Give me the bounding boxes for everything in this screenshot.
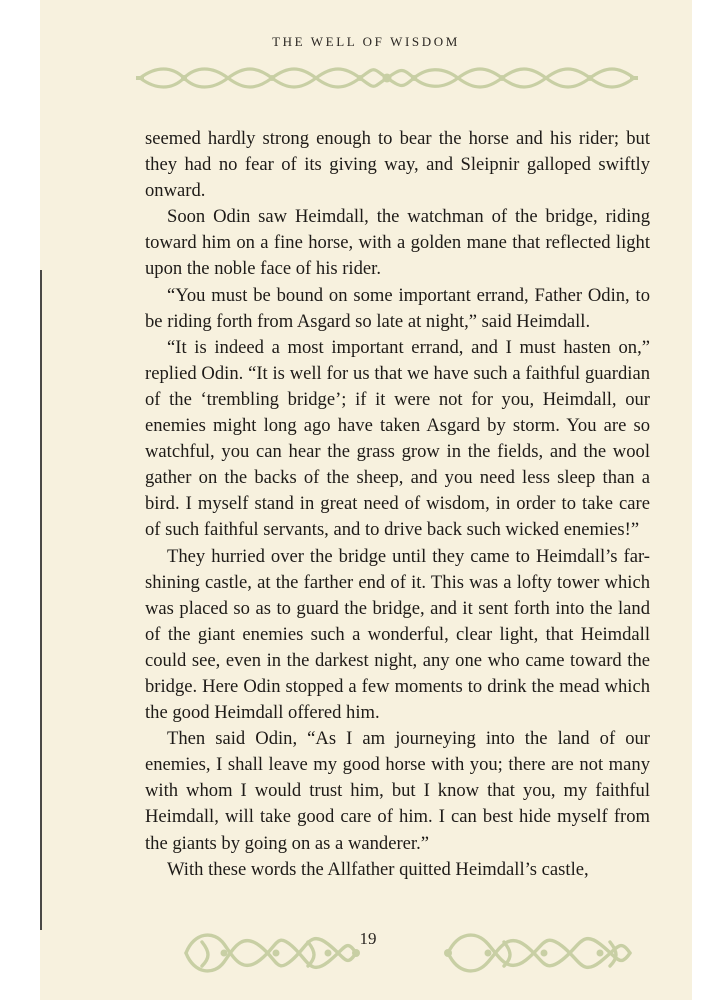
book-page: [40, 0, 692, 1000]
paragraph: “You must be bound on some important errand, Father Odin, to be riding forth from Asgard so late at night,” said Heimdall.: [145, 284, 650, 332]
page-edge-line: [40, 270, 42, 930]
paragraph: With these words the Allfather quitted Heimdall’s castle,: [167, 858, 589, 880]
knotwork-right-icon: [444, 924, 634, 982]
paragraph: Soon Odin saw Heimdall, the watchman of the bridge, riding toward him on a fine horse, with a golden mane that reflected light upon the noble face of his rider.: [145, 206, 650, 280]
page-number: 19: [359, 929, 377, 948]
body-text: [145, 126, 650, 883]
paragraph: Then said Odin, “As I am journeying into the land of our enemies, I shall leave my good horse with you; there are not many with whom I would trust him, but I know that you, my faithful Heimdall, will take good care of him. I can best hide myself from the giants by going on as a wanderer.”: [145, 728, 650, 854]
knotwork-band-icon: [136, 64, 638, 92]
paragraph: seemed hardly strong enough to bear the horse and his rider; but they had no fear of its giving way, and Sleipnir galloped swiftly onward.: [145, 128, 650, 202]
knotwork-left-icon: [180, 924, 360, 982]
running-head: THE WELL OF WISDOM: [272, 34, 460, 49]
paragraph: They hurried over the bridge until they came to Heimdall’s far-shining castle, at the farther end of it. This was a lofty tower which was placed so as to guard the bridge, and it sent forth into the land of the giant enemies such a wonderful, clear light, that Heimdall could see, even in the darkest night, any one who came toward the bridge. Here Odin stopped a few moments to drink the mead which the good Heimdall offered him.: [145, 545, 650, 724]
paragraph: “It is indeed a most important errand, and I must hasten on,” replied Odin. “It is well for us that we have such a faithful guardian of the ‘trembling bridge’; if it were not for you, Heimdall, our enemies might long ago have taken Asgard by storm. You are so watchful, you can hear the grass grow in the fields, and the wool gather on the backs of the sheep, and you need less sleep than a bird. I myself stand in great need of wisdom, in order to take care of such faithful servants, and to drive back such wicked enemies!”: [145, 336, 650, 541]
